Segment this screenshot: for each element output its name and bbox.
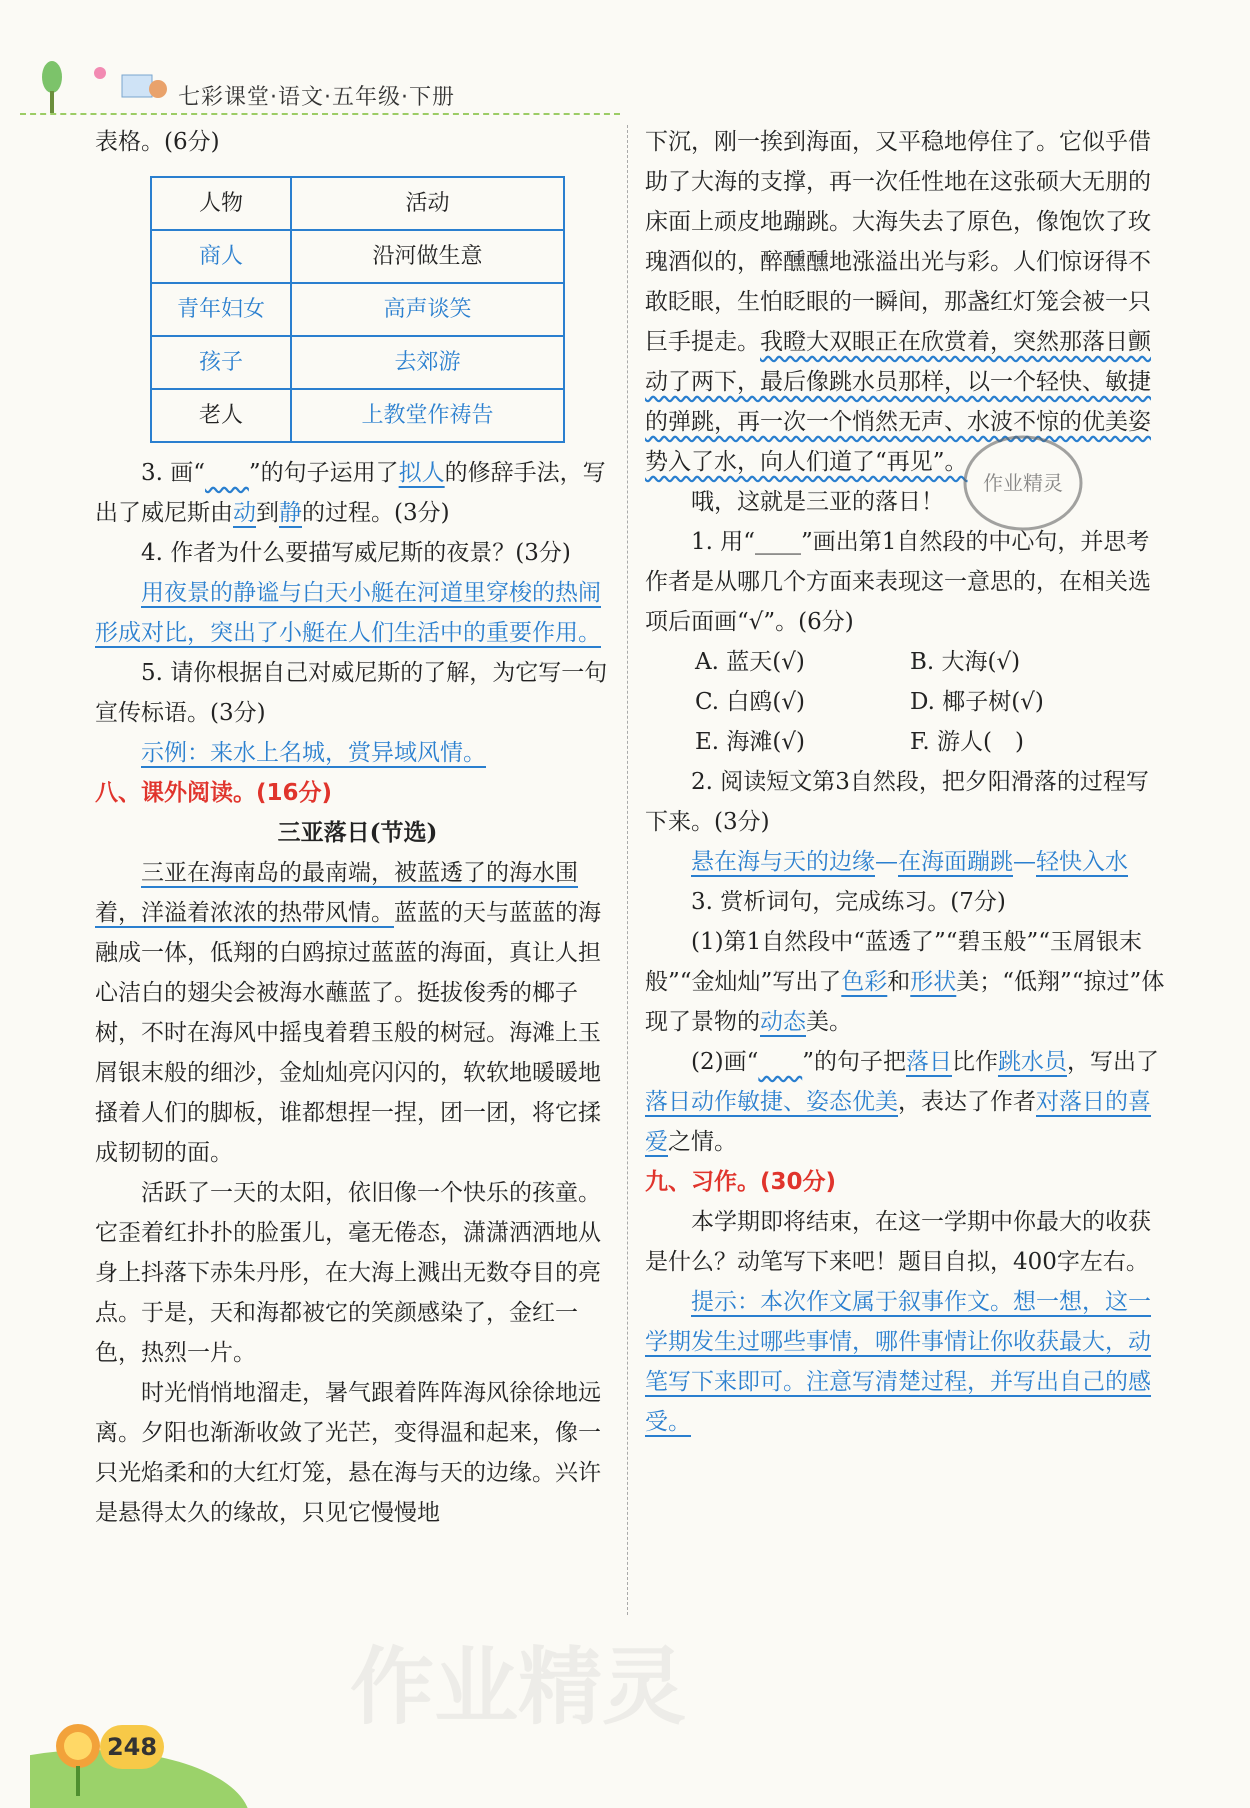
table-cell: 孩子 (151, 336, 291, 389)
passage-paragraph-2: 活跃了一天的太阳，依旧像一个快乐的孩童。它歪着红扑扑的脸蛋儿，毫无倦态，潇潇洒洒地从身上抖落下赤朱丹彤，在大海上溅出无数夺目的亮点。于是，天和海都被它的笑颜感染了，金红一色，热烈一片。 (95, 1180, 601, 1366)
option-item: D. 椰子树(√) (910, 689, 1044, 715)
answer-r2: 悬在海与天的边缘—在海面蹦跳—轻快入水 (691, 849, 1128, 875)
watermark: 作业精灵 (350, 1638, 687, 1736)
answer-4: 用夜景的静谧与白天小艇在河道里穿梭的热闹形成对比，突出了小艇在人们生活中的重要作用。 (95, 580, 601, 646)
section-8-heading: 八、课外阅读。(16分) (95, 780, 333, 806)
writing-hint: 提示：本次作文属于叙事作文。想一想，这一学期发生过哪些事情，哪件事情让你收获最大，动笔写下来即可。注意写清楚过程，并写出自己的感受。 (645, 1289, 1151, 1435)
page-header (0, 0, 1250, 120)
passage-paragraph-3-cont: 下沉，刚一挨到海面，又平稳地停住了。它似乎借助了大海的支撑，再一次任性地在这张硕大无朋的床面上顽皮地蹦跳。大海失去了原色，像饱饮了玫瑰酒似的，醉醺醺地涨溢出光与彩。人们惊讶得不敢眨眼，生怕眨眼的一瞬间，那盏红灯笼会被一只巨手提走。我瞪大双眼正在欣赏着，突然那落日颤动了两下，最后像跳水员那样，以一个轻快、敏捷的弹跳，再一次一个悄然无声、水波不惊的优美姿势入了水，向人们道了“再见”。 (645, 129, 1151, 475)
table-cell: 去郊游 (291, 336, 564, 389)
table-cell: 高声谈笑 (291, 283, 564, 336)
question-3: 3. 画“ ”的句子运用了拟人的修辞手法，写出了威尼斯由动到静的过程。(3分) (95, 460, 606, 526)
table-header: 活动 (291, 177, 564, 230)
option-item: C. 白鸥(√) (695, 689, 806, 715)
table-header: 人物 (151, 177, 291, 230)
passage-paragraph-3: 时光悄悄地溜走，暑气跟着阵阵海风徐徐地远离。夕阳也渐渐收敛了光芒，变得温和起来，像一只光焰柔和的大红灯笼，悬在海与天的边缘。兴许是悬得太久的缘故，只见它慢慢地 (95, 1380, 601, 1526)
section-9-heading: 九、习作。(30分) (645, 1169, 837, 1195)
table-cell: 上教堂作祷告 (291, 389, 564, 442)
passage-paragraph-1: 三亚在海南岛的最南端，被蓝透了的海水围着，洋溢着浓浓的热带风情。蓝蓝的天与蓝蓝的海融成一体，低翔的白鸥掠过蓝蓝的海面，真让人担心洁白的翅尖会被海水蘸蓝了。挺拔俊秀的椰子树，不时在海风中摇曳着碧玉般的树冠。海滩上玉屑银末般的细沙，金灿灿亮闪闪的，软软地暖暖地搔着人们的脚板，谁都想捏一捏，团一团，将它揉成韧韧的面。 (95, 860, 601, 1166)
answer-5: 示例：来水上名城，赏异域风情。 (141, 740, 486, 766)
table-cell: 青年妇女 (151, 283, 291, 336)
column-divider (627, 125, 628, 1615)
question-5: 5. 请你根据自己对威尼斯的了解，为它写一句宣传标语。(3分) (95, 660, 608, 726)
question-4: 4. 作者为什么要描写威尼斯的夜景？(3分) (141, 540, 571, 566)
question-r3: 3. 赏析词句，完成练习。(7分) (691, 889, 1006, 915)
table-cell: 沿河做生意 (291, 230, 564, 283)
left-column (95, 122, 620, 1533)
question-r3-2: (2)画“ ”的句子把落日比作跳水员，写出了落日动作敏捷、姿态优美，表达了作者对落日的喜爱之情。 (645, 1049, 1159, 1155)
passage-title: 三亚落日(节选) (277, 819, 438, 846)
question-r1: 1. 用“____”画出第1自然段的中心句，并思考作者是从哪几个方面来表现这一意思的，在相关选项后面画“√”。(6分) (645, 529, 1151, 635)
option-item: F. 游人( ) (910, 729, 1024, 755)
page-number: 248 (100, 1725, 164, 1769)
option-item: B. 大海(√) (910, 649, 1021, 675)
writing-task: 本学期即将结束，在这一学期中你最大的收获是什么？动笔写下来吧！题目自拟，400字左右。 (645, 1209, 1151, 1275)
header-divider (20, 113, 620, 115)
header-title: 七彩课堂·语文·五年级·下册 (178, 85, 455, 110)
option-item: E. 海滩(√) (695, 729, 806, 755)
table-intro: 表格。(6分) (95, 129, 220, 155)
table-cell: 商人 (151, 230, 291, 283)
options-grid (645, 642, 1167, 762)
question-r2: 2. 阅读短文第3自然段，把夕阳滑落的过程写下来。(3分) (645, 769, 1149, 835)
option-item: A. 蓝天(√) (695, 649, 805, 675)
table-cell: 老人 (151, 389, 291, 442)
right-column (645, 122, 1167, 1442)
passage-paragraph-4: 哦，这就是三亚的落日！ (691, 489, 944, 515)
question-r3-1: (1)第1自然段中“蓝透了”“碧玉般”“玉屑银末般”“金灿灿”写出了色彩和形状美；“低翔”“掠过”体现了景物的动态美。 (645, 929, 1165, 1035)
header-decoration-icon (30, 55, 170, 115)
svg-text:作业精灵: 作业精灵 (983, 471, 1063, 495)
stamp-icon (958, 428, 1088, 538)
activity-table (150, 176, 565, 443)
